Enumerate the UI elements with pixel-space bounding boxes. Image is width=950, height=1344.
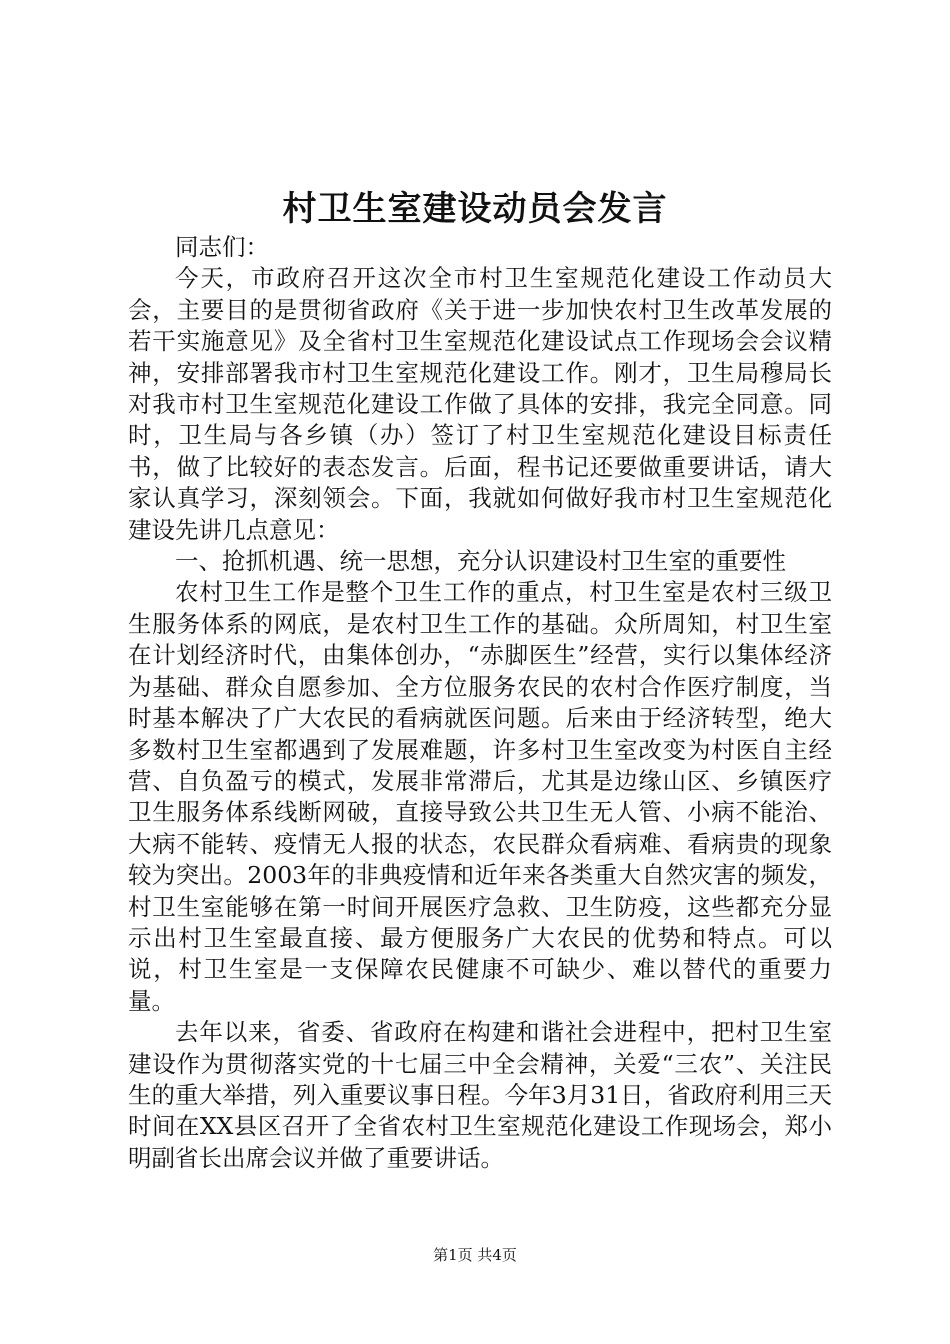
salutation-paragraph: 同志们： (175, 233, 269, 261)
section-heading: 一、抢抓机遇、统一思想，充分认识建设村卫生室的重要性 (175, 547, 786, 576)
body-paragraph: 今天，市政府召开这次全市村卫生室规范化建设工作动员大会，主要目的是贯彻省政府《关于进一步加快农村卫生改革发展的若干实施意见》及全省村卫生室规范化建设试点工作现场会会议精神，安排部署我市村卫生室规范化建设工作。刚才，卫生局穆局长对我市村卫生室规范化建设工作做了具体的安排，我完全同意。同时，卫生局与各乡镇（办）签订了村卫生室规范化建设目标责任书，做了比较好的表态发言。后面，程书记还要做重要讲话，请大家认真学习，深刻领会。下面，我就如何做好我市村卫生室规范化建设先讲几点意见： (128, 264, 832, 544)
body-paragraph: 农村卫生工作是整个卫生工作的重点，村卫生室是农村三级卫生服务体系的网底，是农村卫生工作的基础。众所周知，村卫生室在计划经济时代，由集体创办，“赤脚医生”经营，实行以集体经济为基础、群众自愿参加、全方位服务农民的农村合作医疗制度，当时基本解决了广大农民的看病就医问题。后来由于经济转型，绝大多数村卫生室都遇到了发展难题，许多村卫生室改变为村医自主经营、自负盈亏的模式，发展非常滞后，尤其是边缘山区、乡镇医疗卫生服务体系线断网破，直接导致公共卫生无人管、小病不能治、大病不能转、疫情无人报的状态，农民群众看病难、看病贵的现象较为突出。2003年的非典疫情和近年来各类重大自然灾害的频发，村卫生室能够在第一时间开展医疗急救、卫生防疫，这些都充分显示出村卫生室最直接、最方便服务广大农民的优势和特点。可以说，村卫生室是一支保障农民健康不可缺少、难以替代的重要力量。 (128, 578, 832, 1015)
page-title: 村卫生室建设动员会发言 (282, 189, 668, 229)
page-number-footer: 第1页 共4页 (433, 1246, 517, 1264)
document-body (128, 232, 832, 1174)
body-paragraph: 去年以来，省委、省政府在构建和谐社会进程中，把村卫生室建设作为贯彻落实党的十七届三中全会精神，关爱“三农”、关注民生的重大举措，列入重要议事日程。今年3月31日，省政府利用三天时间在XX县区召开了全省农村卫生室规范化建设工作现场会，郑小明副省长出席会议并做了重要讲话。 (128, 1018, 832, 1172)
